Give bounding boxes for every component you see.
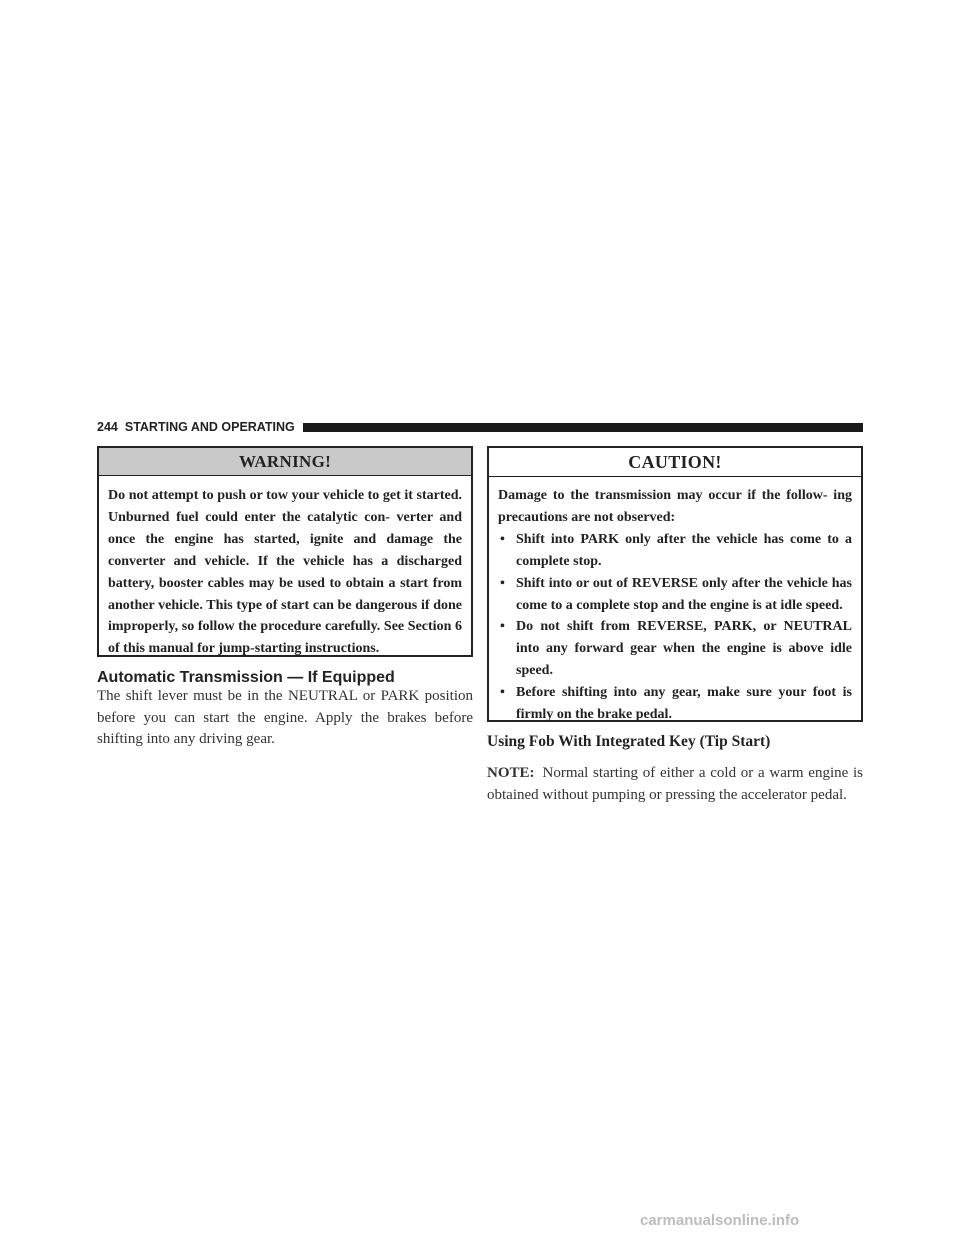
fob-section-heading: Using Fob With Integrated Key (Tip Start): [487, 733, 771, 750]
warning-text: Do not attempt to push or tow your vehicle to get it started. Unburned fuel could enter the catalytic con- verter and once the engine has started, ignite and damage the converter and vehicle. If the vehicle has a discharged battery, booster cables may be used to obtain a start from another vehicle. This type of start can be dangerous if done improperly, so follow the procedure carefully. See Section 6 of this manual for jump-starting instructions.: [108, 488, 462, 657]
automatic-transmission-text: The shift lever must be in the NEUTRAL or PARK position before you can start the engine. Apply the brakes before shifting into any driving gear.: [97, 688, 473, 747]
page-number: 244: [97, 420, 118, 434]
caution-intro: Damage to the transmission may occur if the follow- ing precautions are not observed:: [498, 488, 852, 525]
automatic-transmission-heading: Automatic Transmission — If Equipped: [97, 669, 395, 686]
caution-bullet: • Shift into or out of REVERSE only after the vehicle has come to a complete stop and the engine is at idle speed.: [498, 573, 852, 617]
page-header: [97, 418, 863, 436]
warning-title: WARNING!: [99, 448, 471, 476]
caution-title: CAUTION!: [489, 448, 861, 477]
caution-box: [487, 446, 863, 722]
note-text: Normal starting of either a cold or a warm engine is obtained without pumping or pressing the accelerator pedal.: [487, 765, 863, 803]
warning-box: [97, 446, 473, 657]
caution-body: [489, 477, 861, 726]
note-label: NOTE:: [487, 765, 535, 781]
caution-bullet: • Shift into PARK only after the vehicle has come to a complete stop.: [498, 529, 852, 573]
caution-bullet: • Do not shift from REVERSE, PARK, or NEUTRAL into any forward gear when the engine is above idle speed.: [498, 616, 852, 682]
fob-note: [487, 763, 863, 806]
caution-bullet: • Before shifting into any gear, make sure your foot is firmly on the brake pedal.: [498, 682, 852, 726]
section-title: STARTING AND OPERATING: [124, 420, 295, 434]
caution-list: [498, 529, 852, 726]
header-rule: [303, 423, 863, 432]
watermark: carmanualsonline.info: [640, 1212, 800, 1229]
